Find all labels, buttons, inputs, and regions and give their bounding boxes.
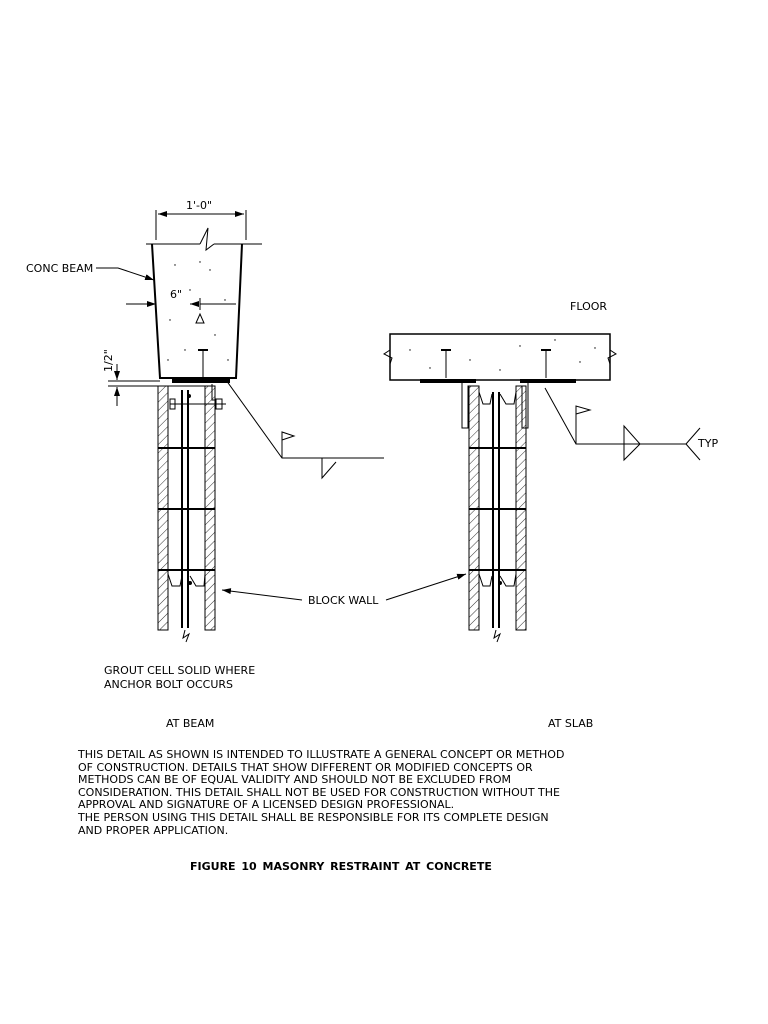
typ-label: TYP: [698, 437, 719, 450]
dimension-six-label: 6": [170, 288, 183, 301]
note-line: CONSIDERATION. THIS DETAIL SHALL NOT BE USED FOR CONSTRUCTION WITHOUT THE: [78, 785, 560, 799]
floor-label: FLOOR: [570, 300, 608, 313]
disclaimer-note: [78, 749, 598, 837]
at-beam-label: AT BEAM: [166, 717, 215, 730]
conc-beam-label: CONC BEAM: [26, 262, 94, 275]
dimension-1ft: [156, 199, 246, 240]
at-slab-label: AT SLAB: [548, 717, 594, 730]
note-line: METHODS CAN BE OF EQUAL VALIDITY AND SHOULD NOT BE EXCLUDED FROM: [78, 773, 512, 787]
note-line: AND PROPER APPLICATION.: [78, 823, 229, 837]
beam-block-wall: [158, 386, 215, 642]
figure-caption: FIGURE 10 MASONRY RESTRAINT AT CONCRETE: [190, 860, 492, 873]
dimension-top-label: 1'-0": [186, 199, 213, 212]
dimension-half-in: [102, 349, 160, 406]
slab-detail: [384, 300, 718, 642]
dimension-6in: [126, 288, 236, 310]
dimension-half-label: 1/2": [102, 349, 115, 372]
note-line: THE PERSON USING THIS DETAIL SHALL BE RESPONSIBLE FOR ITS COMPLETE DESIGN: [78, 810, 549, 824]
grout-label-line2: ANCHOR BOLT OCCURS: [104, 678, 234, 691]
beam-detail: [26, 199, 384, 642]
note-line: THIS DETAIL AS SHOWN IS INTENDED TO ILLUSTRATE A GENERAL CONCEPT OR METHOD: [78, 748, 565, 761]
grout-label-line1: GROUT CELL SOLID WHERE: [104, 664, 256, 677]
note-line: OF CONSTRUCTION. DETAILS THAT SHOW DIFFERENT OR MODIFIED CONCEPTS OR: [78, 760, 533, 774]
note-line: APPROVAL AND SIGNATURE OF A LICENSED DESIGN PROFESSIONAL.: [78, 798, 455, 812]
concrete-beam: [146, 228, 262, 378]
block-wall-label: BLOCK WALL: [308, 594, 379, 607]
